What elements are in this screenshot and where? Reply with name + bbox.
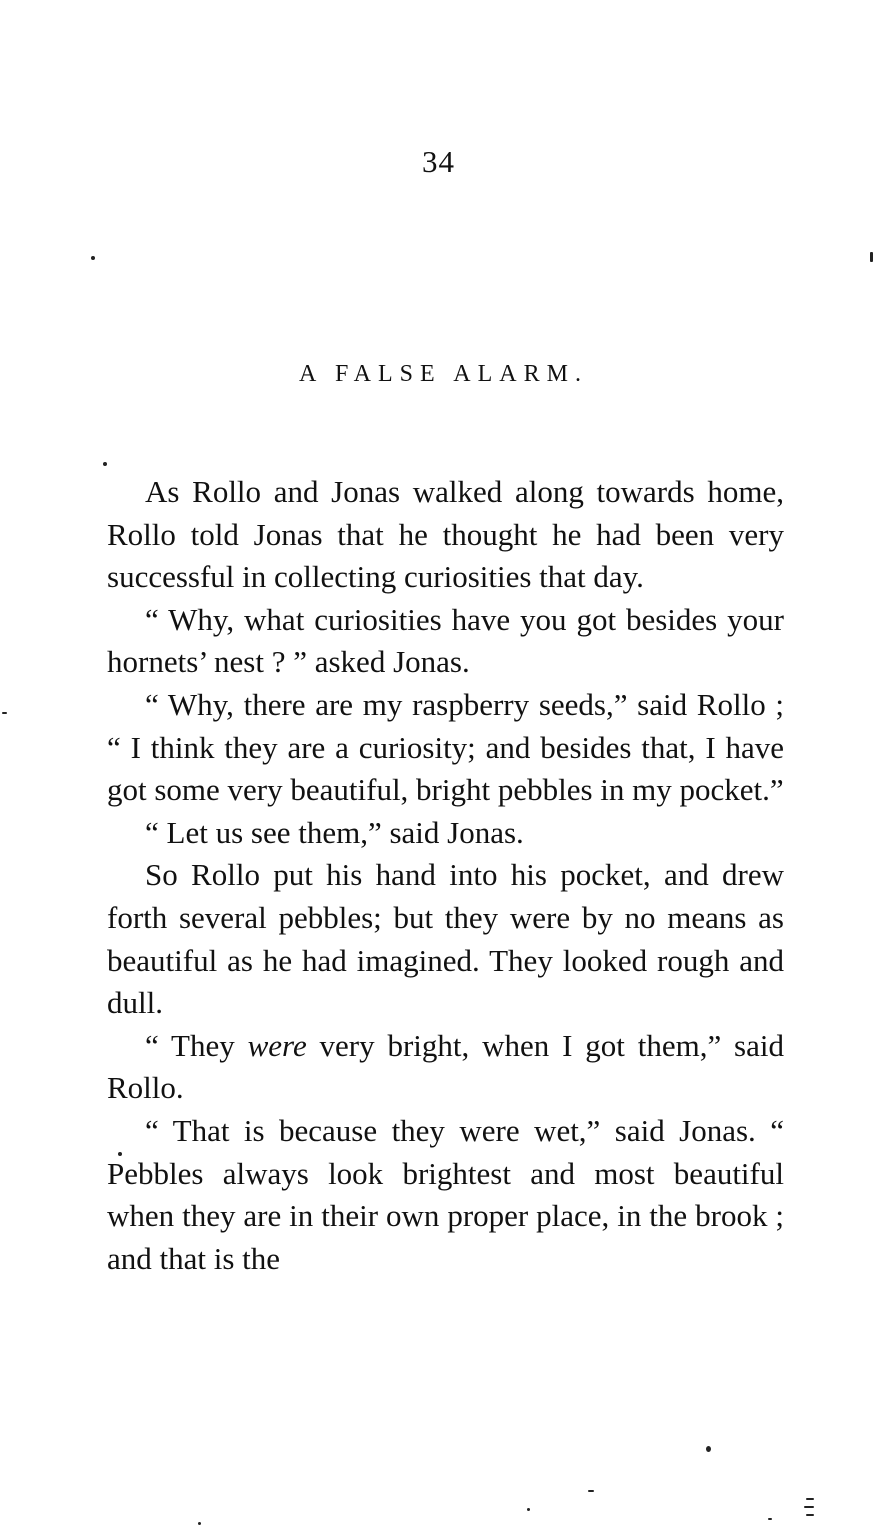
paragraph-text: “ That is because they were wet,” said Jonas. “ Pebbles always look brightest and most beautiful when they are in their own proper place, in the brook ; and that is the bbox=[107, 1112, 784, 1276]
paragraph-text: “ Why, there are my raspberry seeds,” said Rollo ; “ I think they are a curiosity; and besides that, I have got some very beautiful, bright pebbles in my pocket.” bbox=[107, 686, 784, 808]
emphasized-word: were bbox=[247, 1027, 307, 1063]
paragraph-1 bbox=[107, 471, 784, 599]
paragraph-text: “ Let us see them,” said Jonas. bbox=[145, 814, 524, 850]
chapter-title: A FALSE ALARM. bbox=[299, 361, 588, 387]
body-text bbox=[107, 471, 784, 1280]
scan-speck bbox=[804, 1506, 814, 1508]
scan-speck bbox=[103, 462, 107, 466]
page-number: 34 bbox=[422, 144, 455, 179]
scan-speck bbox=[806, 1498, 814, 1500]
scan-speck bbox=[118, 1152, 122, 1156]
scan-speck bbox=[768, 1518, 772, 1520]
paragraph-4 bbox=[107, 812, 784, 855]
paragraph-text: As Rollo and Jonas walked along towards home, Rollo told Jonas that he thought he had been very successful in collecting curiosities that day. bbox=[107, 474, 784, 595]
paragraph-6 bbox=[107, 1025, 784, 1110]
paragraph-text: “ They bbox=[145, 1027, 248, 1063]
scan-speck bbox=[706, 1446, 711, 1452]
paragraph-2 bbox=[107, 599, 784, 684]
scan-speck bbox=[91, 256, 95, 260]
paragraph-5 bbox=[107, 854, 784, 1024]
scan-speck bbox=[2, 712, 7, 714]
scan-speck bbox=[870, 252, 873, 262]
scan-speck bbox=[806, 1514, 814, 1516]
scan-speck bbox=[198, 1522, 201, 1525]
paragraph-3 bbox=[107, 684, 784, 812]
scan-speck bbox=[588, 1490, 594, 1492]
paragraph-text: So Rollo put his hand into his pocket, and drew forth several pebbles; but they were by no means as beautiful as he had imagined. They looked rough and dull. bbox=[107, 857, 784, 1021]
paragraph-7 bbox=[107, 1110, 784, 1280]
paragraph-text: “ Why, what curiosities have you got besides your hornets’ nest ? ” asked Jonas. bbox=[107, 601, 784, 680]
paragraph-text-continued: very bright, when I got them,” said Rollo. bbox=[107, 1027, 784, 1106]
scan-speck bbox=[527, 1508, 530, 1511]
